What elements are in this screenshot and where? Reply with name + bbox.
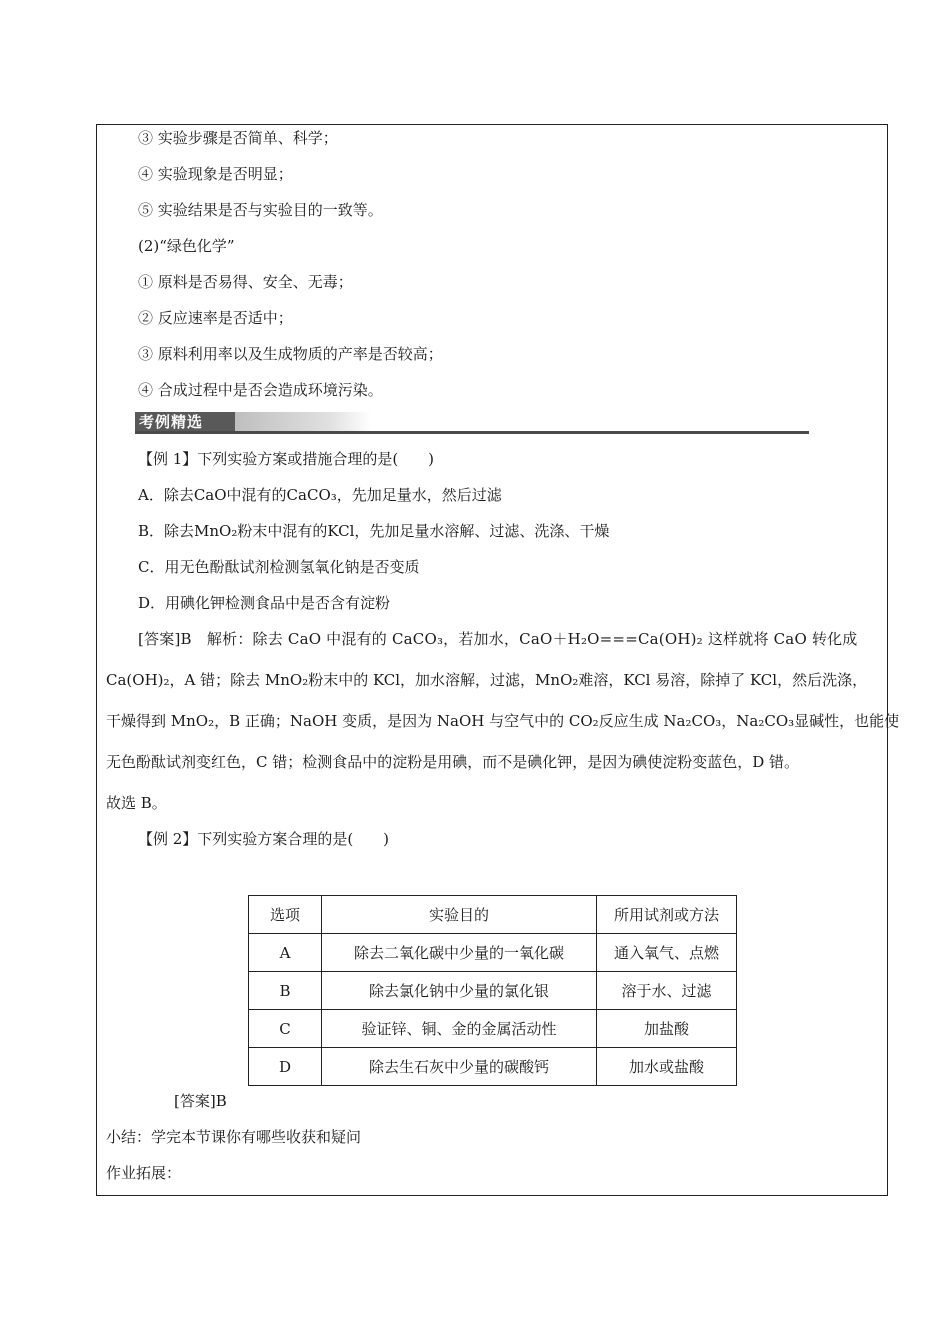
table-cell: 除去氯化钠中少量的氯化银	[322, 972, 597, 1010]
table-cell: A	[249, 934, 322, 972]
example2-answer: [答案]B	[174, 1092, 227, 1110]
table-cell: 加盐酸	[597, 1010, 737, 1048]
banner-tab-shade	[231, 412, 371, 432]
table-header-row	[249, 896, 737, 934]
table-header-cell: 所用试剂或方法	[597, 896, 737, 934]
banner-title: 考例精选	[135, 412, 235, 432]
green-item-4: ④ 合成过程中是否会造成环境污染。	[138, 381, 383, 399]
criteria-item-4: ④ 实验现象是否明显；	[138, 165, 293, 183]
table-cell: 验证锌、铜、金的金属活动性	[322, 1010, 597, 1048]
example2-stem: 【例 2】下列实验方案合理的是( )	[138, 830, 390, 848]
table-row	[249, 972, 737, 1010]
criteria-item-5: ⑤ 实验结果是否与实验目的一致等。	[138, 201, 383, 219]
example1-option-c: C．用无色酚酞试剂检测氢氧化钠是否变质	[138, 558, 420, 576]
table-cell: 除去二氧化碳中少量的一氧化碳	[322, 934, 597, 972]
table-cell: D	[249, 1048, 322, 1086]
example1-answer-line-4: 无色酚酞试剂变红色，C 错；检测食品中的淀粉是用碘，而不是碘化钾，是因为碘使淀粉变蓝色，D 错。	[106, 753, 800, 771]
table-cell: 溶于水、过滤	[597, 972, 737, 1010]
example1-answer-line-3: 干燥得到 MnO₂，B 正确；NaOH 变质，是因为 NaOH 与空气中的 CO₂反应生成 Na₂CO₃，Na₂CO₃显碱性，也能使	[106, 712, 900, 730]
table-cell: 通入氧气、点燃	[597, 934, 737, 972]
example1-answer-line-1: [答案]B 解析：除去 CaO 中混有的 CaCO₃，若加水，CaO＋H₂O===Ca(OH)₂ 这样就将 CaO 转化成	[138, 630, 858, 648]
homework-line: 作业拓展：	[106, 1164, 182, 1182]
green-item-3: ③ 原料利用率以及生成物质的产率是否较高；	[138, 345, 443, 363]
example1-stem: 【例 1】下列实验方案或措施合理的是( )	[138, 450, 435, 468]
table-row	[249, 934, 737, 972]
banner-rule	[135, 431, 809, 434]
green-item-2: ② 反应速率是否适中；	[138, 309, 293, 327]
section-banner	[135, 412, 809, 434]
table-row	[249, 1048, 737, 1086]
table-cell: 除去生石灰中少量的碳酸钙	[322, 1048, 597, 1086]
example2-options-table	[248, 895, 737, 1086]
table-row	[249, 1010, 737, 1048]
table-cell: 加水或盐酸	[597, 1048, 737, 1086]
example1-option-a: A．除去CaO中混有的CaCO₃，先加足量水，然后过滤	[138, 486, 502, 504]
table-cell: C	[249, 1010, 322, 1048]
summary-line: 小结：学完本节课你有哪些收获和疑问	[106, 1128, 362, 1146]
criteria-item-3: ③ 实验步骤是否简单、科学；	[138, 129, 338, 147]
table-header-cell: 选项	[249, 896, 322, 934]
example1-answer-line-2: Ca(OH)₂，A 错；除去 MnO₂粉末中的 KCl，加水溶解，过滤，MnO₂难溶，KCl 易溶，除掉了 KCl，然后洗涤，	[106, 671, 868, 689]
green-item-1: ① 原料是否易得、安全、无毒；	[138, 273, 353, 291]
example1-option-b: B．除去MnO₂粉末中混有的KCl，先加足量水溶解、过滤、洗涤、干燥	[138, 522, 610, 540]
example1-option-d: D．用碘化钾检测食品中是否含有淀粉	[138, 594, 391, 612]
table-cell: B	[249, 972, 322, 1010]
table-header-cell: 实验目的	[322, 896, 597, 934]
example1-answer-line-5: 故选 B。	[106, 794, 167, 812]
green-chemistry-heading: (2)“绿色化学”	[138, 237, 235, 255]
